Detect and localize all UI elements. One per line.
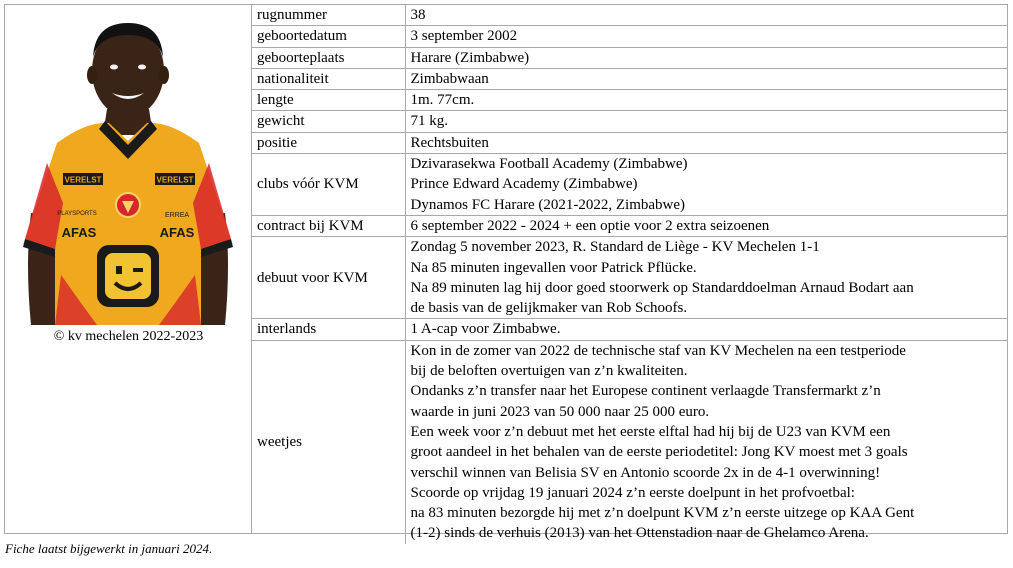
value-line: 3 september 2002: [410, 28, 518, 45]
info-table-body: [252, 5, 1008, 544]
main-sponsor-face: [105, 253, 151, 299]
row-value: [405, 237, 1008, 319]
sponsor-text: ERREA: [164, 212, 190, 219]
info-row: [252, 340, 1008, 543]
info-row: [252, 319, 1008, 340]
value-line: verschil winnen van Belisia SV en Antonio scoorde 2x in de 4-1 overwinning!: [410, 464, 881, 481]
row-value: [405, 68, 1008, 89]
value-line: Ondanks z’n transfer naar het Europese continent verlaagde Transfermarkt z’n: [410, 383, 881, 400]
info-row: [252, 5, 1008, 26]
info-row: [252, 26, 1008, 47]
value-line: 1 A-cap voor Zimbabwe.: [410, 321, 561, 338]
info-table: [252, 5, 1008, 544]
row-value: [405, 154, 1008, 216]
info-row: [252, 111, 1008, 132]
sponsor-eye: [116, 266, 122, 274]
value-line: Na 85 minuten ingevallen voor Patrick Pflücke.: [410, 259, 697, 276]
row-label: debuut voor KVM: [252, 237, 405, 319]
value-line: waarde in juni 2023 van 50 000 naar 25 000 euro.: [410, 403, 710, 420]
value-line: 38: [410, 7, 426, 23]
row-label: gewicht: [252, 111, 405, 132]
value-line: Rechtsbuiten: [410, 134, 489, 151]
sponsor-text: AFAS: [159, 225, 195, 240]
info-row: [252, 47, 1008, 68]
row-value: [405, 26, 1008, 47]
row-value: [405, 47, 1008, 68]
row-value: [405, 111, 1008, 132]
row-value: [405, 132, 1008, 153]
row-label: clubs vóór KVM: [252, 154, 405, 216]
value-line: Een week voor z’n debuut met het eerste elftal had hij bij de U23 van KVM een: [410, 423, 891, 440]
player-card: [4, 4, 1008, 542]
value-line: Harare (Zimbabwe): [410, 49, 530, 66]
player-photo: [17, 13, 239, 325]
photo-credit: © kv mechelen 2022-2023: [53, 329, 204, 344]
row-label: rugnummer: [252, 5, 405, 26]
value-line: Dzivarasekwa Football Academy (Zimbabwe): [410, 156, 688, 173]
info-row: [252, 154, 1008, 216]
eye: [110, 65, 118, 70]
value-line: Zondag 5 november 2023, R. Standard de Liège - KV Mechelen 1-1: [410, 239, 820, 256]
info-row: [252, 90, 1008, 111]
value-line: (1-2) sinds de verhuis (2013) van het Ottenstadion naar de Ghelamco Arena.: [410, 525, 869, 542]
row-label: nationaliteit: [252, 68, 405, 89]
row-label: geboortedatum: [252, 26, 405, 47]
row-value: [405, 319, 1008, 340]
value-line: 71 kg.: [410, 113, 448, 130]
value-line: de basis van de gelijkmaker van Rob Schoofs.: [410, 300, 688, 317]
row-label: weetjes: [252, 340, 405, 543]
row-label: interlands: [252, 319, 405, 340]
value-line: 1m. 77cm.: [410, 92, 475, 109]
row-label: lengte: [252, 90, 405, 111]
row-label: contract bij KVM: [252, 215, 405, 236]
value-line: na 83 minuten bezorgde hij met z’n doelpunt KVM z’n eerste uitzege op KAA Gent: [410, 505, 915, 522]
sponsor-text: AFAS: [61, 225, 97, 240]
value-line: Dynamos FC Harare (2021-2022, Zimbabwe): [410, 196, 686, 213]
row-label: geboorteplaats: [252, 47, 405, 68]
sponsor-text: PLAYSPORTS: [57, 211, 97, 217]
ear: [87, 66, 97, 84]
info-row: [252, 68, 1008, 89]
eye: [138, 65, 146, 70]
row-value: [405, 90, 1008, 111]
value-line: 6 september 2022 - 2024 + een optie voor 2 extra seizoenen: [410, 217, 770, 234]
row-value: [405, 5, 1008, 26]
sponsor-text: VERELST: [156, 175, 194, 185]
value-line: Zimbabwaan: [410, 70, 489, 87]
row-label: positie: [252, 132, 405, 153]
info-row: [252, 237, 1008, 319]
row-value: [405, 340, 1008, 543]
sponsor-text: VERELST: [64, 175, 102, 185]
value-line: Prince Edward Academy (Zimbabwe): [410, 176, 638, 193]
value-line: Kon in de zomer van 2022 de technische staf van KV Mechelen na een testperiode: [410, 342, 906, 359]
value-line: groot aandeel in het behalen van de eerste periodetitel: Jong KV moest met 3 goals: [410, 444, 908, 461]
value-line: Scoorde op vrijdag 19 januari 2024 z’n eerste doelpunt in het profvoetbal:: [410, 484, 855, 501]
update-note: Fiche laatst bijgewerkt in januari 2024.: [5, 541, 213, 556]
value-line: Na 89 minuten lag hij door goed stoorwerk op Standarddoelman Arnaud Bodart aan: [410, 279, 914, 296]
photo-cell: [5, 5, 252, 533]
value-line: bij de beloften overtuigen van z’n kwaliteiten.: [410, 363, 688, 380]
info-row: [252, 132, 1008, 153]
sponsor-eye: [133, 268, 143, 272]
row-value: [405, 215, 1008, 236]
ear: [159, 66, 169, 84]
info-row: [252, 215, 1008, 236]
